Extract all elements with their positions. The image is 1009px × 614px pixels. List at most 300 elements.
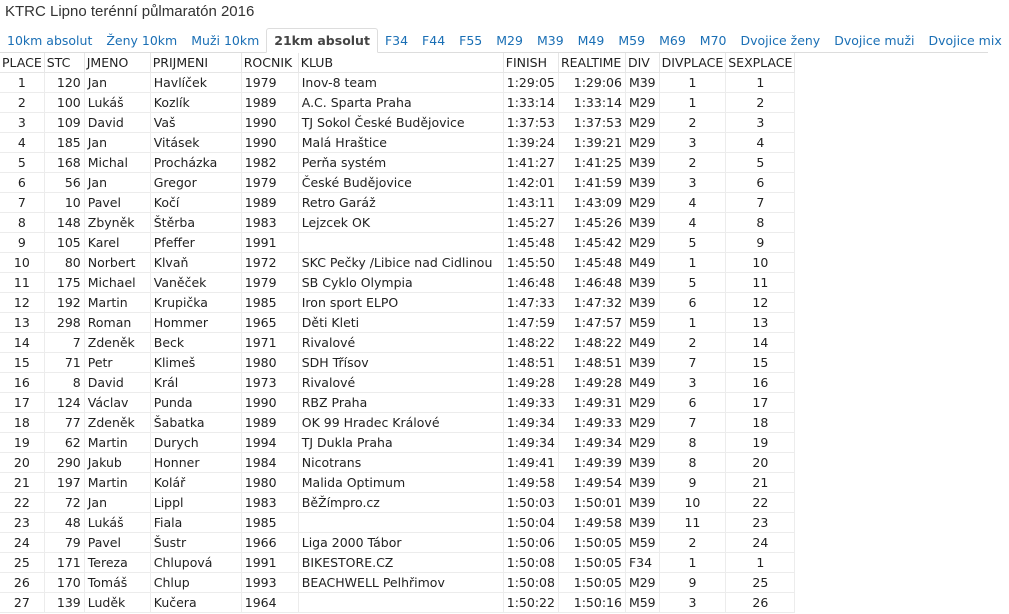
cell-klub: Perňa systém — [298, 153, 503, 173]
cell-prijmeni: Klvaň — [150, 253, 241, 273]
cell-sexplace: 16 — [726, 373, 795, 393]
cell-realtime: 1:41:25 — [558, 153, 625, 173]
cell-jmeno: Norbert — [84, 253, 150, 273]
cell-stc: 8 — [44, 373, 84, 393]
cell-realtime: 1:49:58 — [558, 513, 625, 533]
cell-div: M29 — [625, 433, 659, 453]
cell-klub: BěŽímpro.cz — [298, 493, 503, 513]
cell-realtime: 1:41:59 — [558, 173, 625, 193]
cell-stc: 124 — [44, 393, 84, 413]
table-row — [0, 533, 795, 553]
cell-finish: 1:50:06 — [503, 533, 558, 553]
cell-stc: 298 — [44, 313, 84, 333]
cell-divplace: 7 — [659, 353, 726, 373]
table-row — [0, 453, 795, 473]
cell-finish: 1:50:08 — [503, 573, 558, 593]
cell-stc: 109 — [44, 113, 84, 133]
cell-realtime: 1:49:31 — [558, 393, 625, 413]
cell-klub: České Budějovice — [298, 173, 503, 193]
cell-prijmeni: Vaněček — [150, 273, 241, 293]
table-row — [0, 213, 795, 233]
cell-prijmeni: Kozlík — [150, 93, 241, 113]
cell-sexplace: 13 — [726, 313, 795, 333]
cell-jmeno: Jakub — [84, 453, 150, 473]
cell-realtime: 1:45:48 — [558, 253, 625, 273]
cell-jmeno: Michael — [84, 273, 150, 293]
cell-finish: 1:49:33 — [503, 393, 558, 413]
tab-m39[interactable]: M39 — [536, 33, 564, 48]
cell-divplace: 2 — [659, 333, 726, 353]
cell-rocnik: 1991 — [241, 553, 298, 573]
cell-sexplace: 1 — [726, 73, 795, 93]
table-row — [0, 253, 795, 273]
table-row — [0, 233, 795, 253]
cell-div: M39 — [625, 453, 659, 473]
table-row — [0, 353, 795, 373]
tab-m70[interactable]: M70 — [699, 33, 727, 48]
column-header-prijmeni: PRIJMENI — [150, 53, 241, 73]
cell-place: 18 — [0, 413, 44, 433]
cell-divplace: 2 — [659, 533, 726, 553]
cell-divplace: 6 — [659, 393, 726, 413]
cell-div: M29 — [625, 393, 659, 413]
cell-finish: 1:50:22 — [503, 593, 558, 613]
cell-div: M59 — [625, 313, 659, 333]
cell-jmeno: Martin — [84, 433, 150, 453]
cell-prijmeni: Šustr — [150, 533, 241, 553]
cell-sexplace: 6 — [726, 173, 795, 193]
cell-klub: Lejzcek OK — [298, 213, 503, 233]
column-header-rocnik: ROCNIK — [241, 53, 298, 73]
column-header-div: DIV — [625, 53, 659, 73]
cell-prijmeni: Šabatka — [150, 413, 241, 433]
cell-jmeno: Zdeněk — [84, 413, 150, 433]
cell-divplace: 1 — [659, 73, 726, 93]
cell-prijmeni: Kolář — [150, 473, 241, 493]
cell-rocnik: 1990 — [241, 133, 298, 153]
cell-rocnik: 1991 — [241, 233, 298, 253]
cell-rocnik: 1973 — [241, 373, 298, 393]
table-row — [0, 513, 795, 533]
cell-div: M29 — [625, 573, 659, 593]
cell-div: M29 — [625, 193, 659, 213]
cell-divplace: 2 — [659, 113, 726, 133]
cell-stc: 148 — [44, 213, 84, 233]
cell-jmeno: Jan — [84, 173, 150, 193]
cell-stc: 290 — [44, 453, 84, 473]
cell-jmeno: Lukáš — [84, 513, 150, 533]
cell-jmeno: Jan — [84, 73, 150, 93]
cell-rocnik: 1980 — [241, 473, 298, 493]
cell-rocnik: 1990 — [241, 113, 298, 133]
cell-divplace: 5 — [659, 233, 726, 253]
cell-klub: Rivalové — [298, 373, 503, 393]
cell-div: M29 — [625, 233, 659, 253]
table-row — [0, 73, 795, 93]
cell-prijmeni: Punda — [150, 393, 241, 413]
table-row — [0, 93, 795, 113]
cell-rocnik: 1989 — [241, 93, 298, 113]
cell-sexplace: 4 — [726, 133, 795, 153]
cell-sexplace: 2 — [726, 93, 795, 113]
cell-sexplace: 5 — [726, 153, 795, 173]
column-header-jmeno: JMENO — [84, 53, 150, 73]
cell-rocnik: 1994 — [241, 433, 298, 453]
cell-realtime: 1:49:54 — [558, 473, 625, 493]
cell-prijmeni: Honner — [150, 453, 241, 473]
cell-div: M39 — [625, 213, 659, 233]
cell-stc: 139 — [44, 593, 84, 613]
cell-place: 14 — [0, 333, 44, 353]
cell-prijmeni: Hommer — [150, 313, 241, 333]
cell-div: M39 — [625, 513, 659, 533]
cell-prijmeni: Krupička — [150, 293, 241, 313]
cell-klub: Malá Hraštice — [298, 133, 503, 153]
cell-div: M29 — [625, 93, 659, 113]
cell-prijmeni: Havlíček — [150, 73, 241, 93]
cell-place: 10 — [0, 253, 44, 273]
cell-finish: 1:45:48 — [503, 233, 558, 253]
cell-sexplace: 15 — [726, 353, 795, 373]
cell-divplace: 3 — [659, 593, 726, 613]
cell-stc: 120 — [44, 73, 84, 93]
cell-rocnik: 1985 — [241, 513, 298, 533]
cell-klub: Retro Garáž — [298, 193, 503, 213]
tab-m49[interactable]: M49 — [577, 33, 605, 48]
cell-stc: 168 — [44, 153, 84, 173]
cell-stc: 79 — [44, 533, 84, 553]
cell-rocnik: 1965 — [241, 313, 298, 333]
cell-stc: 72 — [44, 493, 84, 513]
cell-divplace: 1 — [659, 313, 726, 333]
tab--eny-10km[interactable]: Ženy 10km — [106, 33, 178, 48]
cell-stc: 197 — [44, 473, 84, 493]
cell-rocnik: 1983 — [241, 493, 298, 513]
cell-stc: 170 — [44, 573, 84, 593]
column-header-place: PLACE — [0, 53, 44, 73]
cell-divplace: 3 — [659, 373, 726, 393]
cell-stc: 105 — [44, 233, 84, 253]
cell-klub: RBZ Praha — [298, 393, 503, 413]
cell-stc: 56 — [44, 173, 84, 193]
tab-dvojice-eny[interactable]: Dvojice ženy — [740, 33, 821, 48]
column-header-realtime: REALTIME — [558, 53, 625, 73]
cell-realtime: 1:49:33 — [558, 413, 625, 433]
cell-divplace: 1 — [659, 93, 726, 113]
cell-place: 13 — [0, 313, 44, 333]
tab-f44[interactable]: F44 — [422, 33, 446, 48]
cell-rocnik: 1989 — [241, 193, 298, 213]
cell-jmeno: Tomáš — [84, 573, 150, 593]
cell-sexplace: 18 — [726, 413, 795, 433]
cell-finish: 1:47:59 — [503, 313, 558, 333]
cell-divplace: 2 — [659, 153, 726, 173]
cell-stc: 80 — [44, 253, 84, 273]
tab-f34[interactable]: F34 — [384, 33, 409, 48]
cell-realtime: 1:43:09 — [558, 193, 625, 213]
cell-sexplace: 9 — [726, 233, 795, 253]
cell-div: M39 — [625, 293, 659, 313]
cell-place: 12 — [0, 293, 44, 313]
cell-place: 11 — [0, 273, 44, 293]
cell-finish: 1:37:53 — [503, 113, 558, 133]
cell-klub: SKC Pečky /Libice nad Cidlinou — [298, 253, 503, 273]
cell-finish: 1:49:28 — [503, 373, 558, 393]
cell-finish: 1:43:11 — [503, 193, 558, 213]
cell-klub: OK 99 Hradec Králové — [298, 413, 503, 433]
cell-jmeno: David — [84, 373, 150, 393]
cell-realtime: 1:49:28 — [558, 373, 625, 393]
cell-div: M39 — [625, 353, 659, 373]
cell-jmeno: Pavel — [84, 533, 150, 553]
cell-div: M49 — [625, 333, 659, 353]
cell-div: M29 — [625, 133, 659, 153]
cell-divplace: 1 — [659, 553, 726, 573]
table-row — [0, 553, 795, 573]
cell-sexplace: 19 — [726, 433, 795, 453]
cell-sexplace: 24 — [726, 533, 795, 553]
cell-rocnik: 1980 — [241, 353, 298, 373]
cell-realtime: 1:29:06 — [558, 73, 625, 93]
cell-finish: 1:46:48 — [503, 273, 558, 293]
cell-divplace: 4 — [659, 213, 726, 233]
cell-stc: 171 — [44, 553, 84, 573]
cell-sexplace: 8 — [726, 213, 795, 233]
cell-prijmeni: Štěrba — [150, 213, 241, 233]
cell-prijmeni: Durych — [150, 433, 241, 453]
cell-divplace: 10 — [659, 493, 726, 513]
cell-place: 26 — [0, 573, 44, 593]
cell-klub: Děti Kleti — [298, 313, 503, 333]
cell-place: 9 — [0, 233, 44, 253]
cell-div: M59 — [625, 593, 659, 613]
cell-divplace: 8 — [659, 433, 726, 453]
table-header-row — [0, 53, 795, 73]
cell-jmeno: Václav — [84, 393, 150, 413]
cell-sexplace: 3 — [726, 113, 795, 133]
cell-place: 16 — [0, 373, 44, 393]
cell-place: 25 — [0, 553, 44, 573]
cell-finish: 1:48:51 — [503, 353, 558, 373]
cell-div: M49 — [625, 253, 659, 273]
cell-prijmeni: Procházka — [150, 153, 241, 173]
results-table — [0, 53, 795, 613]
cell-div: F34 — [625, 553, 659, 573]
cell-klub — [298, 233, 503, 253]
cell-realtime: 1:47:57 — [558, 313, 625, 333]
cell-stc: 10 — [44, 193, 84, 213]
category-tabbar — [0, 28, 1002, 53]
cell-klub: Nicotrans — [298, 453, 503, 473]
cell-divplace: 7 — [659, 413, 726, 433]
cell-klub: Liga 2000 Tábor — [298, 533, 503, 553]
tab-f55[interactable]: F55 — [459, 33, 483, 48]
cell-realtime: 1:49:34 — [558, 433, 625, 453]
cell-prijmeni: Klimeš — [150, 353, 241, 373]
cell-klub — [298, 593, 503, 613]
cell-prijmeni: Kučera — [150, 593, 241, 613]
cell-prijmeni: Chlup — [150, 573, 241, 593]
table-row — [0, 593, 795, 613]
cell-rocnik: 1964 — [241, 593, 298, 613]
cell-place: 6 — [0, 173, 44, 193]
cell-prijmeni: Gregor — [150, 173, 241, 193]
tab-mu-i-10km[interactable]: Muži 10km — [191, 33, 260, 48]
cell-sexplace: 14 — [726, 333, 795, 353]
cell-divplace: 4 — [659, 193, 726, 213]
table-row — [0, 273, 795, 293]
cell-realtime: 1:46:48 — [558, 273, 625, 293]
cell-stc: 71 — [44, 353, 84, 373]
cell-rocnik: 1982 — [241, 153, 298, 173]
cell-rocnik: 1989 — [241, 413, 298, 433]
cell-stc: 7 — [44, 333, 84, 353]
cell-divplace: 3 — [659, 133, 726, 153]
cell-realtime: 1:50:05 — [558, 573, 625, 593]
table-row — [0, 473, 795, 493]
table-row — [0, 313, 795, 333]
cell-divplace: 1 — [659, 253, 726, 273]
tab-21km-absolut[interactable]: 21km absolut — [266, 28, 378, 53]
tab-10km-absolut[interactable]: 10km absolut — [7, 33, 93, 48]
cell-rocnik: 1984 — [241, 453, 298, 473]
cell-jmeno: Zdeněk — [84, 333, 150, 353]
cell-realtime: 1:50:05 — [558, 533, 625, 553]
cell-place: 20 — [0, 453, 44, 473]
cell-jmeno: Luděk — [84, 593, 150, 613]
cell-sexplace: 12 — [726, 293, 795, 313]
cell-sexplace: 21 — [726, 473, 795, 493]
cell-place: 27 — [0, 593, 44, 613]
cell-stc: 48 — [44, 513, 84, 533]
cell-jmeno: David — [84, 113, 150, 133]
cell-jmeno: Pavel — [84, 193, 150, 213]
cell-sexplace: 10 — [726, 253, 795, 273]
cell-klub: BEACHWELL Pelhřimov — [298, 573, 503, 593]
table-row — [0, 293, 795, 313]
cell-place: 1 — [0, 73, 44, 93]
table-row — [0, 433, 795, 453]
cell-klub: Inov-8 team — [298, 73, 503, 93]
cell-sexplace: 7 — [726, 193, 795, 213]
cell-div: M39 — [625, 73, 659, 93]
table-row — [0, 153, 795, 173]
cell-stc: 62 — [44, 433, 84, 453]
cell-div: M39 — [625, 473, 659, 493]
cell-jmeno: Martin — [84, 293, 150, 313]
cell-prijmeni: Vaš — [150, 113, 241, 133]
cell-divplace: 3 — [659, 173, 726, 193]
table-row — [0, 573, 795, 593]
cell-prijmeni: Vitásek — [150, 133, 241, 153]
cell-finish: 1:50:08 — [503, 553, 558, 573]
cell-sexplace: 22 — [726, 493, 795, 513]
cell-klub: SB Cyklo Olympia — [298, 273, 503, 293]
cell-div: M59 — [625, 533, 659, 553]
cell-klub: BIKESTORE.CZ — [298, 553, 503, 573]
column-header-divplace: DIVPLACE — [659, 53, 726, 73]
cell-realtime: 1:37:53 — [558, 113, 625, 133]
cell-rocnik: 1990 — [241, 393, 298, 413]
column-header-stc: STC — [44, 53, 84, 73]
tab-m29[interactable]: M29 — [496, 33, 523, 48]
cell-place: 24 — [0, 533, 44, 553]
tab-dvojice-mu-i[interactable]: Dvojice muži — [834, 33, 915, 48]
cell-klub — [298, 513, 503, 533]
cell-div: M39 — [625, 493, 659, 513]
cell-finish: 1:49:34 — [503, 413, 558, 433]
cell-jmeno: Jan — [84, 493, 150, 513]
cell-stc: 77 — [44, 413, 84, 433]
column-header-finish: FINISH — [503, 53, 558, 73]
cell-sexplace: 1 — [726, 553, 795, 573]
cell-rocnik: 1985 — [241, 293, 298, 313]
cell-finish: 1:49:34 — [503, 433, 558, 453]
cell-jmeno: Martin — [84, 473, 150, 493]
cell-klub: Rivalové — [298, 333, 503, 353]
table-row — [0, 493, 795, 513]
cell-prijmeni: Fiala — [150, 513, 241, 533]
cell-sexplace: 17 — [726, 393, 795, 413]
cell-rocnik: 1979 — [241, 73, 298, 93]
cell-realtime: 1:49:39 — [558, 453, 625, 473]
cell-finish: 1:49:41 — [503, 453, 558, 473]
cell-finish: 1:39:24 — [503, 133, 558, 153]
cell-rocnik: 1983 — [241, 213, 298, 233]
cell-sexplace: 11 — [726, 273, 795, 293]
cell-realtime: 1:48:51 — [558, 353, 625, 373]
cell-klub: TJ Sokol České Budějovice — [298, 113, 503, 133]
cell-div: M39 — [625, 173, 659, 193]
cell-place: 4 — [0, 133, 44, 153]
cell-finish: 1:45:27 — [503, 213, 558, 233]
cell-place: 23 — [0, 513, 44, 533]
cell-finish: 1:33:14 — [503, 93, 558, 113]
cell-place: 8 — [0, 213, 44, 233]
cell-prijmeni: Král — [150, 373, 241, 393]
cell-div: M39 — [625, 273, 659, 293]
cell-rocnik: 1966 — [241, 533, 298, 553]
cell-finish: 1:45:50 — [503, 253, 558, 273]
cell-stc: 175 — [44, 273, 84, 293]
table-row — [0, 393, 795, 413]
cell-place: 21 — [0, 473, 44, 493]
cell-finish: 1:50:03 — [503, 493, 558, 513]
tab-dvojice-mix[interactable]: Dvojice mix — [928, 33, 1002, 48]
cell-finish: 1:41:27 — [503, 153, 558, 173]
cell-place: 3 — [0, 113, 44, 133]
cell-rocnik: 1993 — [241, 573, 298, 593]
cell-stc: 185 — [44, 133, 84, 153]
cell-klub: TJ Dukla Praha — [298, 433, 503, 453]
tab-m59[interactable]: M59 — [618, 33, 646, 48]
cell-prijmeni: Pfeffer — [150, 233, 241, 253]
column-header-klub: KLUB — [298, 53, 503, 73]
cell-jmeno: Tereza — [84, 553, 150, 573]
cell-jmeno: Petr — [84, 353, 150, 373]
cell-place: 15 — [0, 353, 44, 373]
cell-div: M29 — [625, 413, 659, 433]
cell-klub: SDH Třísov — [298, 353, 503, 373]
cell-rocnik: 1979 — [241, 173, 298, 193]
cell-prijmeni: Kočí — [150, 193, 241, 213]
table-row — [0, 413, 795, 433]
column-header-sexplace: SEXPLACE — [726, 53, 795, 73]
cell-div: M39 — [625, 153, 659, 173]
cell-realtime: 1:45:26 — [558, 213, 625, 233]
cell-place: 7 — [0, 193, 44, 213]
tab-m69[interactable]: M69 — [659, 33, 686, 48]
